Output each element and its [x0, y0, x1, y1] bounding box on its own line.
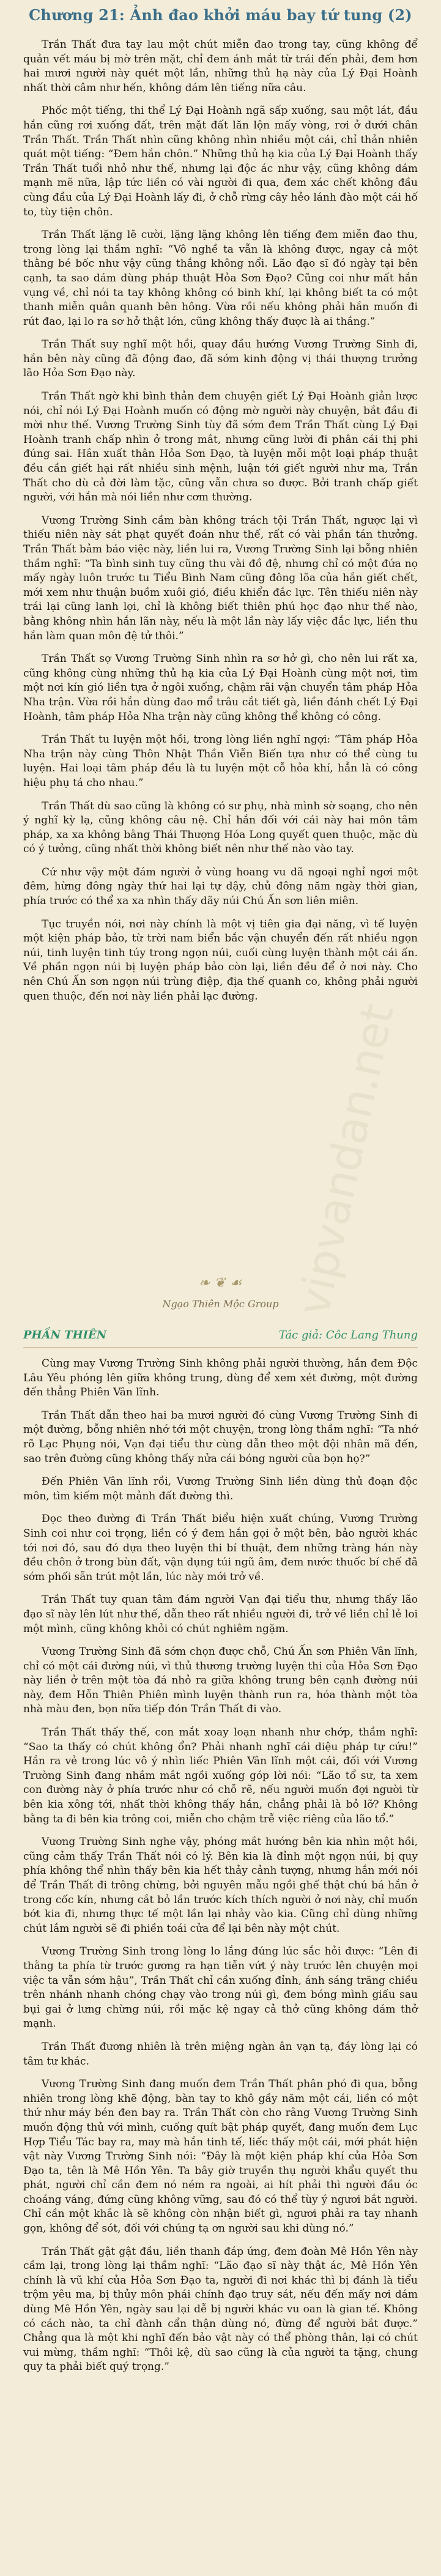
paragraph: Vương Trường Sinh đang muốn đem Trần Thất phân phó đi qua, bỗng nhiên trong lòng khẽ động, bàn tay to khô gầy năm một cái, liền có một thứ như máy bén đen bay ra. Trần Thất còn cho rằng Vương Trường Sinh muốn động thủ với mình, cuống quít bật pháp quyết, đang muốn đem Lục Hợp Tiểu Tác bay ra, may mà hắn tinh tế, liếc thấy một cái, mới phát hiện vật này Vương Trường Sinh nói: “Đây là một kiện pháp khí của Hỏa Sơn Đạo ta, tên là Mê Hồn Yên. Ta bây giờ truyền thụ người khẩu quyết thu phát, người chỉ cần đem nó ném ra ngoài, ai hít phải thì người đầu óc choáng váng, đứng cũng không vững, sau đó có thể tùy ý ngươi bắt người. Chỉ cần một khắc là sẽ không còn nhận biết gì, ngươi phải ra tay nhanh gọn, không để sót, đối với chúng tạ ơn người sau khi dùng nó.” — [23, 2078, 418, 2235]
paragraph: Trần Thất lặng lẽ cười, lặng lặng không lên tiếng đem miễn đao thu, trong lòng lại thầm nghĩ: “Vô nghề ta vẫn là không được, ngay cả một thằng bé bốc như vậy cũng thắng không nổi. Lão đạo sĩ đó ngày tại bên cạnh, ta sao dám dùng pháp thuật Hỏa Sơn Đạo? Cũng coi như mất hắn vụng về, chỉ nói ta tay không không có binh khí, lại không biết ta có một thanh miễn quân quanh bên hông. Vừa rồi nếu không phải hắn muốn đi rút đao, lại lo ra sơ hở thật lớn, cũng không thấy được là ai thắng.” — [23, 229, 418, 328]
paragraph: Trần Thất gật gật đầu, liền thanh đáp ứng, đem đoàn Mê Hồn Yên này cầm lại, trong lòng lại thầm nghĩ: “Lão đạo sĩ này thật ác, Mê Hồn Yên chính là vũ khí của Hỏa Sơn Đạo ta, người đi nơi khác thì bị đánh là tiểu trộm yêu ma, bị thủy môn phái chính đạo truy sát, nếu đến mấy nơi dám dùng Mê Hồn Yên, ngày sau lại dễ bị người khác vu oan là gian tế. Không có cách nào, ta chỉ đành cẩn thận dùng nó, đừng để người bắt được.” Chẳng qua là một khi nghĩ đến bảo vật này có thể phòng thân, lại có chút vui mừng, thầm nghĩ: “Thôi kệ, dù sao cũng là của người ta tặng, chung quy ta phải biết quý trọng.” — [23, 2245, 418, 2374]
paragraph: Trần Thất đương nhiên là trên miệng ngàn ân vạn tạ, đáy lòng lại có tâm tư khác. — [23, 2040, 418, 2068]
paragraph: Trần Thất dù sao cũng là không có sư phụ, nhà mình sờ soạng, cho nên ý nghĩ kỳ lạ, cũng không câu nệ. Chỉ hắn đối với cái này hai môn tâm pháp, xa xa không bằng Thái Thượng Hóa Long quyết quen thuộc, mặc dù có ý tưởng, cũng nhất thời không biết nên như thế nào vào tay. — [23, 800, 418, 856]
section-label: PHẦN THIÊN — [23, 1329, 107, 1342]
chapter-title: Chương 21: Ảnh đao khởi máu bay tứ tung (2) — [29, 6, 412, 24]
paragraph: Trần Thất suy nghĩ một hồi, quay đầu hướng Vương Trường Sinh đi, hắn bên này cũng đã động đao, đã sớm kinh động vị thái thượng trưởng lão Hỏa Sơn Đạo này. — [23, 338, 418, 380]
paragraph: Trần Thất ngờ khi bình thản đem chuyện giết Lý Đại Hoành giản lược nói, chỉ nói Lý Đại Hoành muốn có động mờ người này chuyện, bắt đầu đi mời như thế. Vương Trường Sinh tùy đã sớm đem Trần Thất cùng Lý Đại Hoành tranh chấp nhìn ở trong mắt, nhưng cũng lười đi phân cái thị phi đúng sai. Hắn xuất thân Hỏa Sơn Đạo, tà luyện mỗi một loại pháp thuật đều cần giết hại rất nhiều sinh mệnh, luận tới giết người như ma, Trần Thất cho dù cả đời làm tặc, cũng vẫn chưa so được. Bởi tranh chấp giết người, với hắn mà nói liền như cơm thường. — [23, 390, 418, 504]
paragraph: Đến Phiên Vân lĩnh rồi, Vương Trường Sinh liền dùng thủ đoạn độc môn, tìm kiếm một mảnh đất đường thì. — [23, 1475, 418, 1502]
paragraph: Trần Thất tuy quan tâm đám người Vạn đại tiểu thư, nhưng thấy lão đạo sĩ này lên lút như thế, dẫn theo rất nhiều người đi, trở về liền chỉ lẻ loi một mình, cũng không khỏi có chút nghiêm ngặm. — [23, 1594, 418, 1635]
paragraph: Trần Thất đưa tay lau một chút miễn đao trong tay, cũng không để quản vết máu bị mờ trên mặt, chỉ đem ánh mắt từ trái đến phải, đem hơn hai mươi người này quét một lần, những thủ hạ này của Lý Đại Hoành nhất thời câm như hến, không dám lên tiếng nữa câu. — [23, 39, 418, 94]
paragraph: Vương Trường Sinh nghe vậy, phóng mắt hướng bên kia nhìn một hồi, cũng cảm thấy Trần Thất nói có lý. Bên kia là đỉnh một ngọn núi, bị quy phía không thể nhìn thấy bên kia hết thảy cảnh tượng, nhưng hắn mới nói để Trần Thất đi trông chừng, bởi nguyên mẫu ngồi ghế thật chú bá hắn ở trong cốc kín, nhưng cắt bỏ lần trước kích thích người ở nơi này, chỉ muốn bớt kia đi, nhưng thực tế một lần lại nhảy vào kia. Cũng chỉ dùng những chút lắm người sẽ đi phiền toái cửa để lại bên này một chút. — [23, 1836, 418, 1935]
author-line: Tác giả: Côc Lang Thung — [278, 1329, 418, 1342]
paragraph: Đọc theo đường đi Trần Thất biểu hiện xuất chúng, Vương Trường Sinh coi như coi trọng, liền có ý đem hắn gọi ở một bên, bảo người khác tới nơi đó, sau đó dựa theo luyện thi bí thuật, đem những tràng hán này đều chôn ở trong bùn đất, vận dụng túi ngũ âm, đem nước thuốc bí chế đã sớm phối sẵn trút một lần, lúc này mới trở về. — [23, 1513, 418, 1583]
paragraph: Trần Thất sợ Vương Trường Sinh nhìn ra sơ hở gì, cho nên lui rất xa, cũng không cùng những thủ hạ kia của Lý Đại Hoành cùng một nơi, tìm một nơi kín gió liền tựa ở ngôi xuống, chậm rãi vận chuyển tâm pháp Hỏa Nha trận. Vừa rồi hắn dùng đao mổ trâu cắt tiết gà, liền đánh chết Lý Đại Hoành, tâm pháp Hỏa Nha trận này cũng không thể không có công. — [23, 653, 418, 723]
section-header — [23, 1326, 418, 1348]
chapter-body-part-1 — [23, 38, 418, 1012]
site-watermark: vipvandan.net — [287, 1000, 404, 1320]
flourish-icon: ❧ ❦ ☙ — [198, 1275, 242, 1291]
paragraph: Trần Thất thấy thế, con mắt xoay loạn nhanh như chớp, thầm nghĩ: “Sao ta thấy có chút không ổn? Phải nhanh nghĩ cái diệu pháp tự cứu!” Hắn ra vẻ trong lúc vô ý nhìn liếc Phiên Vân lĩnh một cái, đối với Vương Trường Sinh đang nhắm mắt ngồi xuống góp lời nói: “Lão tổ sư, ta xem con đường này ở phía trước như có chỗ rẽ, nếu người muốn đợi người từ bên kia xông tới, nhất thời không thấy hắn, chẳng phải là bỏ lỡ? Không bằng ta đi bên kia trông coi, miễn cho chậm trễ việc riêng của lão tổ.” — [23, 1726, 418, 1825]
group-credit: Ngạo Thiên Mộc Group — [162, 1298, 279, 1310]
ornament-divider — [98, 1275, 343, 1291]
paragraph: Trần Thất dẫn theo hai ba mươi người đó cùng Vương Trường Sinh đi một đường, bỗng nhiên nhớ tới một chuyện, trong lòng thầm nghĩ: “Ta nhớ rõ Lạc Phụng nói, Vạn đại tiểu thư cùng dẫn theo một đội nhân mã đến, sao trên đường cũng không thấy nửa cái bóng người của bọn họ?” — [23, 1409, 418, 1465]
paragraph: Vương Trường Sinh trong lòng lo lắng đúng lúc sắc hỏi được: “Lên đi thằng ta phía từ trước gương ra hạn tiễn vứt ý này trước lên chuyện mọi việc ta vẫn sớm hậu”, Trần Thất chỉ cần xuống đỉnh, ánh sáng trăng chiều trên nhánh nhanh chóng chạy vào trong núi gì, đem bóng mình giấu sau bụi gai ở lưng chừng núi, rồi mặc kệ ngay cả thở cũng không dám thở mạnh. — [23, 1945, 418, 2030]
paragraph: Cùng may Vương Trường Sinh không phải người thường, hắn đem Độc Lâu Yêu phóng lên giữa không trung, dùng để xem xét đường, một đường đến thẳng Phiên Vân lĩnh. — [23, 1357, 418, 1399]
paragraph: Vương Trường Sinh đã sớm chọn được chỗ, Chú Ấn sơn Phiên Vân lĩnh, chỉ có một cái đường núi, vì thủ thương trường luyện thi của Hỏa Sơn Đạo này liền ở trên một tòa đá nhỏ ra giữa không trung bên cạnh đường núi này, đem Hỗn Thiên Phiên mình luyện thành run ra, hóa thành một tòa nhà màu đen, bọn nữa tiếp đón Trần Thất đi vào. — [23, 1646, 418, 1716]
paragraph: Tục truyền nói, nơi này chính là một vị tiên gia đại năng, vì tế luyện một kiện pháp bảo, từ trời nam biển bắc vận chuyển đến rất nhiều ngọn núi, tinh luyện tinh túy trong ngọn núi, cuối cùng luyện thành một cái ấn. Về phần ngọn núi bị luyện pháp bảo còn lại, liền đều để ở nơi này. Cho nên Chú Ấn sơn ngọn núi trùng điệp, địa thế quanh co, không phải người quen thuộc, đến nơi này liền phải lạc đường. — [23, 918, 418, 1003]
paragraph: Trần Thất tu luyện một hồi, trong lòng liền nghĩ ngợi: “Tâm pháp Hỏa Nha trận này cùng Thôn Nhật Thần Viễn Biến tựa như có thể cùng tu luyện. Hai loại tâm pháp đều là tu luyện một cỗ hỏa khí, hẳn là có công hiệu phụ tá cho nhau.” — [23, 733, 418, 789]
chapter-body-part-2 — [23, 1357, 418, 2383]
paragraph: Cứ như vậy một đám người ở vùng hoang vu dã ngoại nghỉ ngơi một đêm, hừng đông ngày thứ hai lại tự dậy, chủ đông năm ngày thời gian, phía trước có thể xa xa nhìn thấy dãy núi Chú Ấn sơn liên miên. — [23, 866, 418, 908]
paragraph: Phốc một tiếng, thi thể Lý Đại Hoành ngã sấp xuống, sau một lát, đầu hắn cũng rơi xuống đất, trên mặt đất lăn lộn mấy vòng, rơi ở dưới chân Trần Thất. Trần Thất nhìn cũng không nhìn nhiều một cái, chỉ thản nhiên quát một tiếng: “Đem hắn chôn.” Những thủ hạ kia của Lý Đại Hoành thấy Trần Thất tuổi nhỏ như thế, nhưng lại độc ác như vậy, cũng không dám mạnh mẽ nữa, lập tức liền có vài người đi qua, đem xác chết không đầu cùng đầu của Lý Đại Hoành lấy đi, ở chỗ rừng cây hẻo lánh đào một cái hố to, tùy tiện chôn. — [23, 105, 418, 218]
paragraph: Vương Trường Sinh cầm bàn không trách tội Trần Thất, ngược lại vì thiếu niên này sát phạt quyết đoán như thế, rất có vài phần tán thưởng. Trần Thất bảm báo việc này, liền lui ra, Vương Trường Sinh lại bỗng nhiên thầm nghĩ: “Ta bình sinh tuy cũng thu vài đồ đệ, nhưng chỉ có một đứa nọ mấy ngày luôn trước tu Tiểu Bình Nam cũng đông lõa của hắn giết chết, mới xem như thuận buồm xuôi gió, điều khiển đắc lực. Tên thiếu niên này trái lại cũng lanh lợi, chỉ là không biết thiên phú học đạo như thế nào, bằng không nhìn hắn lãn này, nếu là một lần này lấy việc đắc lực, liền thu hắn làm quan môn đệ tử thôi.” — [23, 514, 418, 642]
